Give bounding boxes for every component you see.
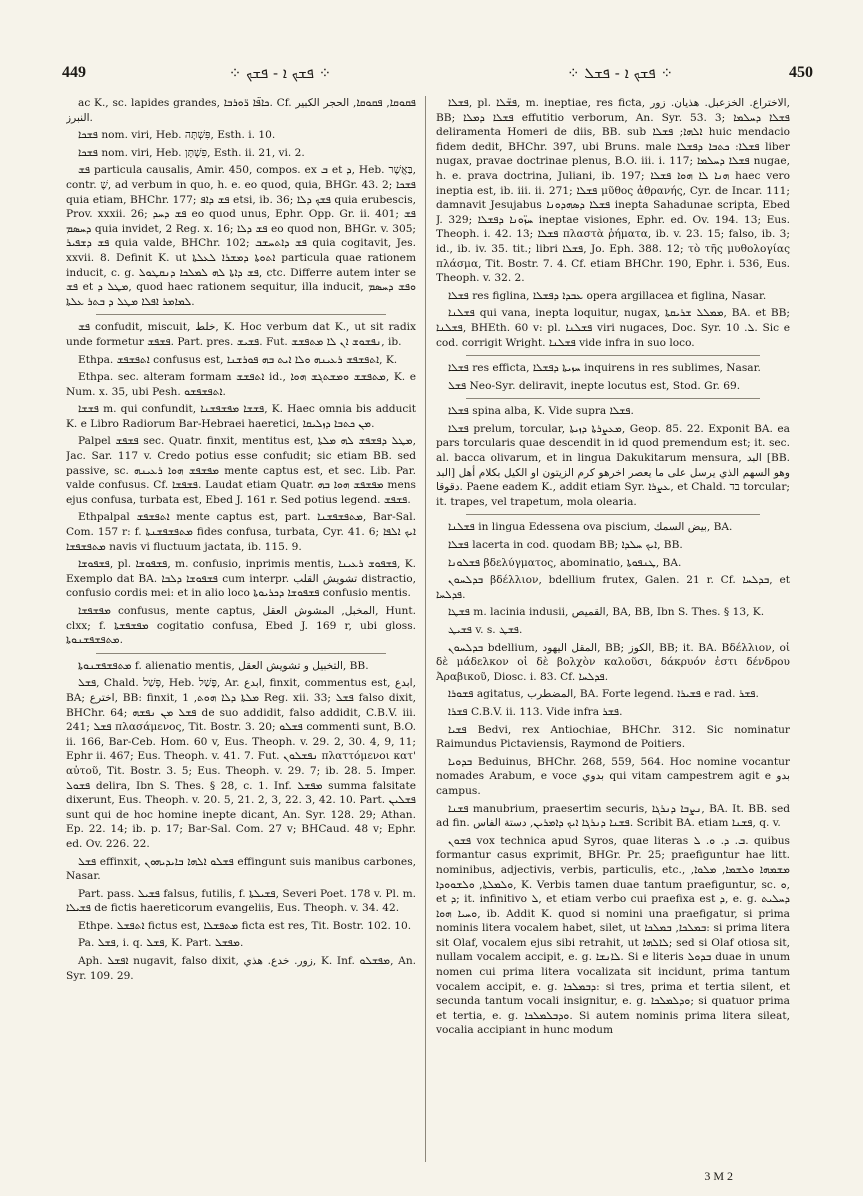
entry-text: Ethpalpal ܐܬܦܫܦܫ mente captus est, part. ܡܬܦܫܦܫܢܐ, Bar-Sal. Com. 157 r: f. ܡܬܦܫܦܫܢܬܐ fides confusa, turbata, Cyr. 41. 6; ܐܝܟ ܐܠܦܐ ܡܬܦܫܦܫܐ navis vi fluctuum jactata, ib. 115. 9.: [66, 511, 416, 553]
dictionary-entry: [66, 128, 416, 143]
entry-text: Ethpe. ܐܬܦܫܠ fictus est, ܡܬܦܫܠܐ ficta est res, Tit. Bostr. 102. 10.: [78, 919, 412, 932]
dictionary-entry: [436, 289, 790, 304]
section-rule: [466, 355, 760, 356]
dictionary-entry: [66, 163, 416, 309]
entry-text: ܒܕܠܚܘܢ bdellium, المقل اليهود, BB; الكوز, BB; it. BA. Βδέλλιον, οἱ δὲ μάδελκον οἱ δὲ βολχὸν καλοῦσι, δάκρυόν ἐστι δένδρου Ἀραβικοῦ, Diosc. i. 83. Cf. ܦܕܠܚܐ.: [436, 641, 790, 683]
dictionary-entry: [436, 623, 790, 638]
section-rule: [466, 514, 760, 515]
dictionary-entry: [66, 146, 416, 161]
entry-text: ܦܫܫܐ m. qui confundit, ܦܫܫܐ ܡܦܫܦܫܢܐ, K. Haec omnia bis adducit K. e Libro Radiorum Bar-Hebraei haeretici, ܡܢ ܟܬܒܐ ܕܙܠܝܩܐ.: [66, 403, 416, 430]
entry-text: ܦܫ particula causalis, Amir. 450, compos. ex ܒ et ܕ, Heb. בַּאֲשֶׁר, contr. שֶׁ, ad verbum in quo, h. e. eo quod, quia, BHGr. 43. 2; ܦܫܟܐ quia etiam, BHChr. 177; ܦܫ ܕܐܦ etsi, ib. 36; ܦܫܟ ܕܠܐ quia erubescis, Prov. xxxii. 26; ܦܫ ܕܚܕ eo quod unus, Ephr. Opp. Gr. ii. 401; ܦܫ ܕܚܣܡ quia invidet, 2 Reg. x. 16; ܦܫ ܕܠܐ eo quod non, BHGr. v. 305; ܦܫ ܕܫܦܝܪ quia valde, BHChr. 102; ܦܫ ܕܐܬܚܫܒ quia cogitavit, Jes. xxvii. 8. Definit K. ut ܐܬܘܬܐ ܕܡܫܪܐ ܠܥܠܬܐ particula quae rationem inducit, c. g. ܦܫ ܕܐܬܐ ܠܗ ܠܡܠܟܐ ܕܢܩܛܘܠ, ctc. Differre autem inter se ܦܫ et ܡܛܠ ܕ, quod haec rationem sequitur, illa inducit, ܘܦܫ ܕܚܣܡ ܠܡܐܡܪ ܐܦܠܐ ܡܛܠ ܕ ܒܬܪ ܥܠܬܐ.: [66, 164, 416, 308]
entry-text: ܦܫܪܐ C.B.V. ii. 113. Vide infra ܦܫܪ.: [448, 705, 623, 718]
entry-text: ܦܫܠܢܐ in lingua Edessena ova piscium, بيض السمك, BA.: [448, 521, 733, 534]
section-rule: [96, 653, 386, 654]
entry-text: ܦܫܠ effinxit, ܦܫܠܘ ܐܠܗܐ ܒܐܝܕܝܗܘܢ effingunt suis manibus carbones, Nasar.: [66, 855, 416, 883]
entry-text: ܦܫ confudit, miscuit, خلط, K. Hoc verbum dat K., ut sit radix unde formetur ܦܫܦܫ. Part. pres. ܦܫܝܫ. Fut. ܢܦܫܘܫ ܐܢ ܠܐ ܡܬܦܫܫ, ib.: [66, 321, 416, 348]
entry-text: Palpel ܦܫܦܫ sec. Quatr. finxit, mentitus est, ܡܛܠ ܕܦܫܦܫ ܠܗ ܡܠܬܐ, Jac. Sar. 117 v. Credo potius esse confudit; sic etiam BB. sed passive, sc. ܡܦܫܦܫ ܗܘܐ ܪܥܝܢܗ mente captus est, et sec. Lib. Par. valde confusus. Cf. ܦܫܦܫܐ. Laudat etiam Quatr. ܡܦܫܦܫ ܗܘܐ ܒܗ mens ejus confusa, turbata est, Ebed J. 161 r. Sed potius legend. ܦܫܦܫ.: [66, 435, 416, 506]
dictionary-entry: [436, 379, 790, 394]
dictionary-entry: [66, 954, 416, 983]
right-column: [436, 96, 790, 1162]
dictionary-entry: [436, 687, 790, 702]
dictionary-entry: [66, 855, 416, 884]
dictionary-entry: [436, 802, 790, 831]
entry-text: Ethpa. sec. alteram formam ܐܬܦܫܫ id., ܡܬܦܫܫ ܘܡܫܬܓܫ ܗܘܐ, K. e Num. x. 35, ubi Pesh. ܐܬܦܫܦܫܘ.: [66, 371, 416, 398]
dictionary-entry: [66, 676, 416, 851]
entry-text: ܡܬܦܫܦܫܢܘܬܐ f. alienatio mentis, التخبيل و تشويش العقل, BB.: [78, 659, 369, 672]
entry-text: ܦܫܢܐ manubrium, praesertim securis, ܢܨܒܐ ܕܢܪܓܐ, BA. It. BB. sed ad fin. ܦܫܢܐ ܕܢܪܓܐ ܐܝܟ ܕܐܡܪܝܢ, دستة الفاس. Scribit BA. etiam ܦܫܢܐ, q. v.: [436, 802, 790, 830]
entry-text: ܦܫܦܘܫܐ, pl. ܦܫܦܘܫܐ, m. confusio, inprimis mentis, ܦܫܦܘܫ ܪܥܝܢܐ, K. Exemplo dat BA. ܦܫܦܘܫܐ ܕܠܒܐ cum interpr. تشويش القلب distractio, confusio cordis mei: et in alio loco ܦܫܦܘܫܐ ܕܟܪܝܘܬܐ confusio mentis.: [66, 558, 416, 600]
column-divider: [425, 96, 426, 1162]
entry-text: ܦܫܝܛ v. s. ܦܫܛ.: [448, 624, 523, 636]
dictionary-entry: [66, 936, 416, 951]
dictionary-entry: [436, 96, 790, 286]
entry-text: ܦܫܠܢܐ qui vana, inepta loquitur, nugax, ܡܡܠܠ ܫܪܝܩܬܐ, BA. et BB; ܦܫܠܢܐ, BHEth. 60 v: pl. ܦܫܠܢܐ viri nugaces, Doc. Syr. ܠ. 10. Sic e cod. corrigit Wright. ܦܫܠܢܐ vide infra in suo loco.: [436, 307, 790, 349]
dictionary-entry: [436, 705, 790, 720]
entry-text: ܦܫܝܐ Bedvi, rex Antiochiae, BHChr. 312. Sic nominatur Raimundus Pictaviensis, Raymond de Poitiers.: [436, 723, 790, 751]
dictionary-entry: [436, 834, 790, 1038]
entry-text: ܦܫܠܐ res figlina, ܥܒܕܐ ܕܦܫܠܐ opera argillacea et figlina, Nasar.: [448, 289, 767, 302]
dictionary-entry: [66, 402, 416, 431]
dictionary-entry: [436, 723, 790, 752]
dictionary-entry: [436, 520, 790, 535]
entry-text: ܦܫܠܐ res efficta, ܚܙܝܬܐ ܕܦܫܠܐ inquirens in res sublimes, Nasar.: [448, 362, 761, 375]
entry-text: ܦܫܠܐ prelum, torcular, ܡܥܨܪܬܐ ܕܙܝܬܐ, Geop. 85. 22. Exponit BA. ea pars torcularis quae descendit in id quod premendum est; it. sec. al. bacca olivarum, et in lingua Dakukitarum mensura, البد [BB. البد] وهو السهم الذي يرسل على ما يعصر اخرهو كرم الزيتون او الكيل بكلام أهل دقوقا. Paene eadem K., addit etiam Syr. ܥܨܪܐ, et Chald. בד torcular; it. trapes, vel trapetum, mola olearia.: [436, 422, 790, 508]
right-running-head: ⁘ ܦܫܟ ܐ - ܦܫܠ ⁘: [566, 64, 674, 82]
entry-text: ܦܫܠܐ spina alba, K. Vide supra ܦܫܠܐ.: [448, 405, 634, 418]
dictionary-entry: [436, 556, 790, 571]
dictionary-entry: [66, 659, 416, 674]
entry-text: ܦܫܟܐ nom. viri, Heb. פִּשְׁתָּן, Esth. ii. 21, vi. 2.: [78, 146, 305, 159]
dictionary-entry: [66, 604, 416, 648]
entry-text: Aph. ܐܦܫܠ nugavit, falso dixit, زور. خدع. هذي, K. Inf. ܡܦܫܠܘ, An. Syr. 109. 29.: [66, 955, 416, 982]
dictionary-entry: [66, 370, 416, 399]
entry-text: ܦܫܠܐ lacerta in cod. quodam BB; ܐܝܟ ܚܠܕܐ, BB.: [448, 539, 683, 552]
dictionary-entry: [66, 96, 416, 125]
left-running-head: ⁘ ܦܫܟ ܐ - ܦܫܟ ⁘: [228, 64, 332, 82]
entry-text: ܦܫܘܢ vox technica apud Syros, quae literas ܒ. ܕ. ܘ. ܠ. quibus formantur casus exprimit, BHGr. Pr. 25; praefiguntur hae litt. nominibus, adjectivis, verbis, particulis, etc., ܡܫܡܗܐ ܘܠܫܡܐ, ܡܠܘܐ, ܘܠܡܠܬܐ, ܘܠܫܘܘܕܐ, K. Verbis tamen duae tantum praefiguntur, sc. ܘ, et ܕ; it. infinitivo ܠ, et etiam verbo cui praefixa est ܕ, e. g. ܕܚܠܝܬ ܘܚܝܐ ܗܘܐ, ib. Addit K. quod si nomini una praefigatur, si prima nominis litera vocalem habet, silet, ut ܒܡܠܟܐ, ܒܡܠܟܐ: si prima litera sit Olaf, vocalem ejus sibi retrahit, ut ܠܐܠܗܐ; sed si Olaf otiosa sit, nullam vocalem accipit, e. g. ܠܐܢܫܐ. Si e literis ܒܕܘܠ duae in unum nomen cui prima litera vocalizata sit incidunt, prima tantum vocalem accipit, e. g. ܕܒܡܠܟܐ: si tres, prima et tertia silent, et secunda tantum vocali insignitur, e. g. ܘܕܠܡܠܟܐ; si quatuor prima et tertia, e. g. ܘܕܒܠܡܠܟܐ. Si autem nominis prima litera sileat, vocalia accipiant in hunc modum: [436, 834, 790, 1037]
entry-text: ܦܫܠ, Chald. פְּשַׁל, Heb. פָּשַׁל, Ar. ابدع, finxit, commentus est, ابدع, BA; اخترع, BB: finxit, ܡܠܬܐ ܕܠܐ ܗܘܬ, 1 Reg. xii. 33; ܦܫܠ falso dixit, BHChr. 64; ܦܫܠ ܡܢ ܢܦܫܗ de suo addidit, falso addidit, C.B.V. iii. 241; ܦܫܠ πλασάμενος, Tit. Bostr. 3. 20; ܦܫܠܘ commenti sunt, B.O. ii. 166, Bar-Ceb. Hom. 60 v, Eus. Theoph. v. 29. 2, 30. 4, 9, 11; Ephr ii. 467; Eus. Theoph. v. 41. 7. Fut. ܢܦܫܠܘܢ πλαττόμενοι κατ' αὐτοῦ, Tit. Bostr. 3. 5; Eus. Theoph. v. 29. 7; ib. 28. 5. Imper. ܦܫܘܠ delira, Ibn S. Thes. § 28, c. 1. Inf. ܡܦܫܠ summa falsitate dixerunt, Eus. Theoph. v. 20. 5, 21. 2, 3, 22. 3, 42. 10. Part. ܦܫܠܝܢ sunt qui de hoc homine inepte dicant, An. Syr. 128. 29; Athan. Ep. 22. 14; ib. p. 17; Bar-Sal. Com. 27 v; BHCaud. 48 v; Ephr. ed. Ov. 226. 22.: [66, 677, 416, 850]
entry-text: ܡܦܫܦܫܐ confusus, mente captus, المخبل, المشوش العقل, Hunt. clxx; f. ܡܦܫܦܫܬܐ cogitatio confusa, Ebed J. 169 r, ubi gloss. ܡܬܦܫܦܫܢܘܬܐ.: [66, 605, 416, 647]
left-page-number: 449: [62, 64, 86, 81]
entry-text: ܦܫܛܐ m. lacinia indusii, القميص, BA, BB, Ibn S. Thes. § 13, K.: [448, 606, 765, 619]
dictionary-entry: [66, 887, 416, 916]
entry-text: ܦܫܠ Neo-Syr. deliravit, inepte locutus est, Stod. Gr. 69.: [448, 379, 741, 392]
dictionary-entry: [66, 510, 416, 554]
entry-text: Ethpa. ܐܬܦܫܦܫ confusus est, ܐܬܦܫܦܫ ܪܥܝܢܗ ܘܠܐ ܐܝܬ ܒܗ ܦܘܪܫܢܐ, K.: [78, 353, 398, 366]
entry-text: Pa. ܦܫܠ, i. q. ܦܫܠ, K. Part. ܡܦܫܠ.: [78, 937, 244, 950]
dictionary-entry: [436, 641, 790, 685]
signature-mark: 3 M 2: [704, 1169, 733, 1183]
entry-text: ܦܫܠܐ, pl. ܦܫ̈ܠܐ, m. ineptiae, res ficta, الاختراع. الخزعبل. هذيان. زور, BB; ܦܫܠܐ ܕܡܠܐ effutitio verborum, An. Syr. 53. 3; ܦܫܠܐ ܕܚܠܡܐ deliramenta Homeri de diis, BB. sub ܐܠܗܐ; ܦܫܠܐ huic mendacio fidem dedit, BHChr. 397, ubi Bruns. male ܦܫܠܐ: ܟܬܒܐ ܕܦܫܠܐ liber nugax, pravae doctrinae plenus, B.O. iii. i. 117; ܦܫܠܐ ܕܚܠܡܐ nugae, h. e. prava doctrina, Juliani, ib. 197; ܗܢܐ ܠܐ ܗܘܐ ܦܫܠܐ haec vero ineptia est, ib. iii. ii. 271; ܦܫܠܐ μῦθος ἀθρανής, Cyr. de Incar. 111; damnavit Jesujabus ܦܫܠܐ ܕܣܗܕܘܢܐ inepta Sahadunae scripta, Ebed J. 329; ܚܙ̈ܘܢܐ ܕܦܫܠܐ ineptae visiones, Ephr. ed. Ov. 194. 13; Eus. Theoph. i. 42. 13; ܦܫܠܐ πλαστὰ ῥήματα, ib. v. 23. 15; falso, ib. 3; id., ib. iv. 35. tit.; libri ܦܫܠܐ, Jo. Eph. 388. 12; τὸ τῆς μυθολογίας πλάσμα, Tit. Bostr. 7. 4. Cf. etiam BHChr. 190, Ephr. i. 536, Eus. Theoph. v. 32. 2.: [436, 97, 790, 285]
dictionary-entry: [66, 353, 416, 368]
right-page-number: 450: [789, 64, 813, 81]
dictionary-entry: [66, 919, 416, 934]
entry-text: ܦܫܠܘܢܐ βδελύγματος, abominatio, ܛܢܦܘܬܐ, BA.: [448, 556, 682, 569]
dictionary-entry: [436, 605, 790, 620]
section-rule: [466, 398, 760, 399]
dictionary-entry: [436, 404, 790, 419]
page-header: [0, 60, 863, 88]
dictionary-entry: [436, 422, 790, 510]
entry-text: Part. pass. ܦܫܝܠ falsus, futilis, f. ܦܫܝܠܬܐ, Severi Poet. 178 v. Pl. m. ܦܫܝܠܐ de fictis haereticorum evangeliis, Eus. Theoph. v. 34. 42.: [66, 887, 416, 915]
dictionary-entry: [436, 755, 790, 799]
dictionary-entry: [436, 361, 790, 376]
entry-text: ܒܕܘܝܐ Beduinus, BHChr. 268, 559, 564. Hoc nomine vocantur nomades Arabum, e voce بدوي qui vitam campestrem agit e بدو campus.: [436, 755, 790, 797]
dictionary-entry: [436, 573, 790, 602]
left-column: [66, 96, 416, 1162]
dictionary-entry: [66, 320, 416, 349]
section-rule: [96, 314, 386, 315]
entry-text: ac K., sc. lapides grandes, ܟܐܦ̈ܐ ܪ̈ܘܪܒܐ. Cf. ܦܩܘܩܐ, ܦܩܘܩܐ, الحجر الكبير النبرز.: [66, 97, 416, 124]
dictionary-entry: [436, 306, 790, 350]
dictionary-entry: [436, 538, 790, 553]
entry-text: ܒܕܠܚܘܢ βδέλλιον, bdellium frutex, Galen. 21 r. Cf. ܒܕܠܚܐ, et ܦܕܠܚܐ.: [436, 574, 790, 601]
dictionary-entry: [66, 434, 416, 507]
entry-text: ܦܫܟܐ nom. viri, Heb. פִּשְׁתָּה, Esth. i. 10.: [78, 129, 276, 142]
dictionary-entry: [66, 557, 416, 601]
entry-text: ܦܫܘܪܐ agitatus, المضطرب, BA. Forte legend. ܦܫܝܪܐ e rad. ܦܫܪ.: [448, 688, 759, 701]
